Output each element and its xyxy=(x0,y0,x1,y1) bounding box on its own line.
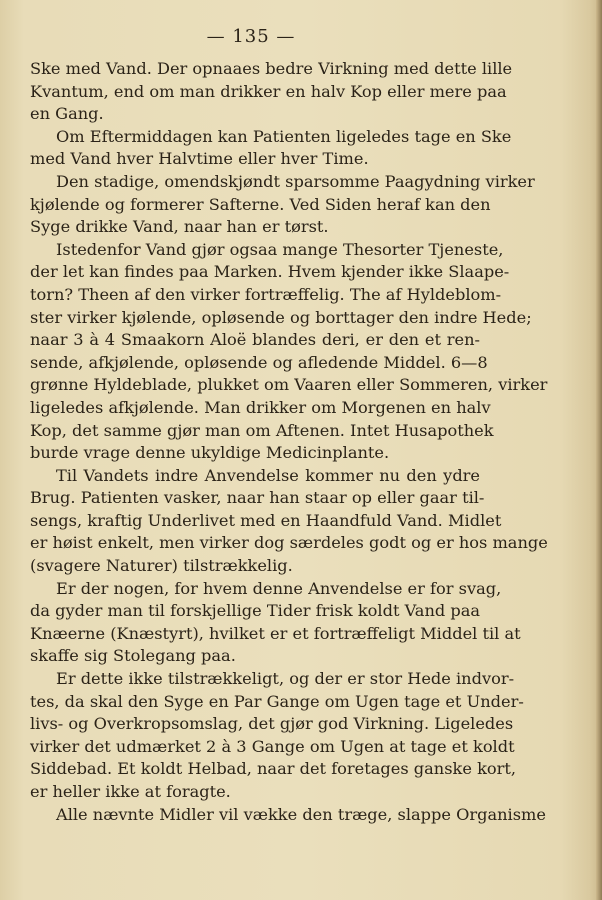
text-line: torn? Theen af den virker fortræffelig. The af Hyldeblom- xyxy=(30,284,502,304)
text-line: Kvantum, end om man drikker en halv Kop eller mere paa xyxy=(30,81,507,101)
text-line: naar 3 à 4 Smaakorn Aloë blandes deri, er den et ren- xyxy=(30,330,480,350)
text-line: Knæerne (Knæstyrt), hvilket er et fortræffeligt Middel til at xyxy=(30,623,521,643)
text-line: da gyder man til forskjellige Tider frisk koldt Vand paa xyxy=(30,601,481,621)
text-line: Om Eftermiddagen kan Patienten ligeledes tage en Ske xyxy=(56,126,512,146)
text-line: grønne Hyldeblade, plukket om Vaaren eller Sommeren, virker xyxy=(30,375,548,395)
text-line: Er der nogen, for hvem denne Anvendelse er for svag, xyxy=(56,578,502,598)
page-number: — 135 — xyxy=(206,26,296,47)
text-line: burde vrage denne ukyldige Medicinplante. xyxy=(30,443,390,463)
text-line: Syge drikke Vand, naar han er tørst. xyxy=(30,217,329,237)
text-line: virker det udmærket 2 à 3 Gange om Ugen at tage et koldt xyxy=(30,736,515,756)
body-text xyxy=(30,58,548,826)
text-line: der let kan findes paa Marken. Hvem kjender ikke Slaape- xyxy=(30,262,510,282)
text-line: Siddebad. Et koldt Helbad, naar det foretages ganske kort, xyxy=(30,759,517,779)
text-line: er heller ikke at foragte. xyxy=(30,782,231,801)
text-line: Brug. Patienten vasker, naar han staar op eller gaar til- xyxy=(30,488,485,508)
text-line: er høist enkelt, men virker dog særdeles godt og er hos mange xyxy=(30,533,548,553)
text-line: livs- og Overkropsomslag, det gjør god Virkning. Ligeledes xyxy=(30,714,514,734)
text-line: ster virker kjølende, opløsende og borttager den indre Hede; xyxy=(30,307,532,327)
text-line: sende, afkjølende, opløsende og afledende Middel. 6—8 xyxy=(30,352,488,372)
text-line: sengs, kraftig Underlivet med en Haandfuld Vand. Midlet xyxy=(30,510,502,530)
page-edge xyxy=(596,0,602,900)
text-line: Til Vandets indre Anvendelse kommer nu den ydre xyxy=(56,465,480,485)
text-line: Kop, det samme gjør man om Aftenen. Intet Husapothek xyxy=(30,420,494,440)
text-line: Er dette ikke tilstrækkeligt, og der er stor Hede indvor- xyxy=(56,669,515,689)
text-line: Istedenfor Vand gjør ogsaa mange Thesorter Tjeneste, xyxy=(56,239,504,259)
text-line: tes, da skal den Syge en Par Gange om Ugen tage et Under- xyxy=(30,691,524,711)
text-line: Alle nævnte Midler vil vække den træge, slappe Organisme xyxy=(56,804,546,824)
text-line: ligeledes afkjølende. Man drikker om Morgenen en halv xyxy=(30,397,491,417)
text-line: kjølende og formerer Safterne. Ved Siden heraf kan den xyxy=(30,194,491,214)
text-line: med Vand hver Halvtime eller hver Time. xyxy=(30,149,369,169)
text-line: en Gang. xyxy=(30,104,104,124)
text-line: skaffe sig Stolegang paa. xyxy=(30,646,236,666)
text-line: Den stadige, omendskjøndt sparsomme Paagydning virker xyxy=(56,171,535,191)
text-line: Ske med Vand. Der opnaaes bedre Virkning med dette lille xyxy=(30,59,513,78)
text-line: (svagere Naturer) tilstrækkelig. xyxy=(30,556,293,576)
